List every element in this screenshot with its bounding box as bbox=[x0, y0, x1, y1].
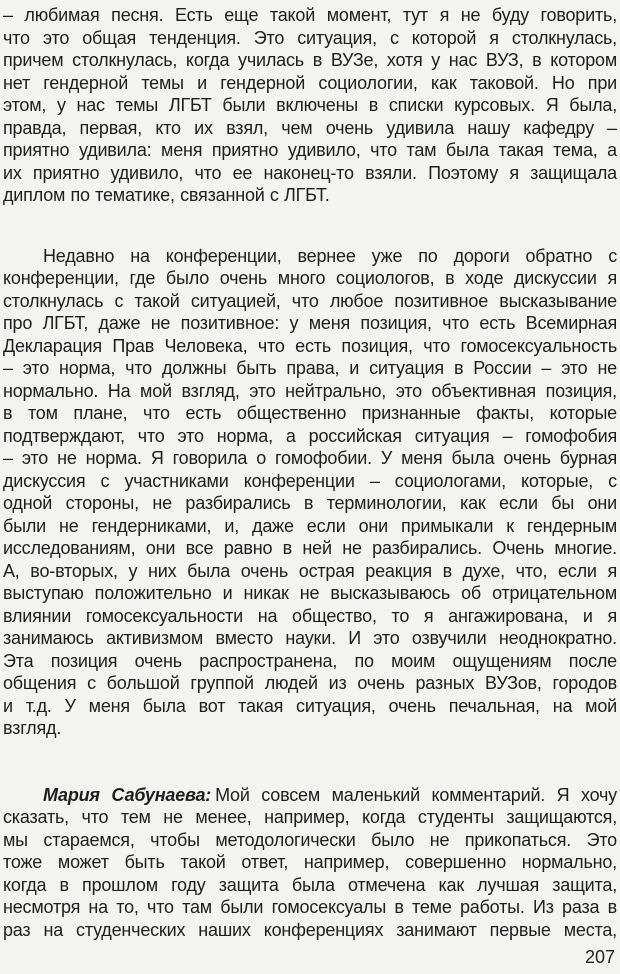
text-line: сказать, что тем не менее, например, когда студенты защищаются, bbox=[3, 807, 617, 827]
text-line: раз на студенческих наших конференциях занимают первые места, bbox=[3, 919, 617, 940]
text-line: дискуссия с участниками конференции – социологами, которые, с bbox=[3, 470, 617, 491]
text-line: мы стараемся, чтобы методологически было не прикопаться. Это bbox=[3, 829, 617, 850]
text-line: что это общая тенденция. Это ситуация, с которой я столкнулась, bbox=[3, 27, 617, 48]
text-line: приятно удивила: меня приятно удивило, что там была такая тема, а bbox=[3, 140, 617, 160]
text-line: столкнулась с такой ситуацией, что любое позитивное высказывание bbox=[3, 290, 617, 311]
text-line: про ЛГБТ, даже не позитивное: у меня позиция, что есть Всемирная bbox=[3, 313, 617, 333]
text-line: были не гендерниками, и, даже если они примыкали к гендерным bbox=[3, 515, 617, 536]
text-line: причем столкнулась, когда училась в ВУЗе, хотя у нас ВУЗ, в котором bbox=[3, 50, 617, 70]
text-line: нет гендерной темы и гендерной социологии, как таковой. Но при bbox=[3, 72, 617, 93]
text-line: Декларация Прав Человека, что есть позиция, что гомосексуальность bbox=[3, 335, 617, 356]
text-line: несмотря на то, что там были гомосексуалы в теме работы. Из раза в bbox=[3, 897, 617, 917]
text-line: влиянии гомосексуальности на общество, то я ангажирована, и я bbox=[3, 605, 617, 626]
page-number: 207 bbox=[584, 947, 615, 967]
text-line: – это не норма. Я говорила о гомофобии. У меня была очень бурная bbox=[3, 448, 617, 468]
text-line: А, во-вторых, у них была очень острая реакция в духе, что, если я bbox=[3, 560, 617, 581]
text-line: – любимая песня. Есть еще такой момент, тут я не буду говорить, bbox=[3, 5, 617, 25]
text-line: и т.д. У меня была вот такая ситуация, очень печальная, на мой bbox=[3, 695, 617, 716]
text-line: этом, у нас темы ЛГБТ были включены в списки курсовых. Я была, bbox=[3, 95, 617, 115]
paragraph-conference bbox=[3, 245, 617, 740]
text-line: общения с большой группой людей из очень разных ВУЗов, городов bbox=[3, 673, 617, 693]
paragraph-continuation bbox=[3, 4, 617, 207]
text-line: Недавно на конференции, вернее уже по дороги обратно с bbox=[43, 245, 617, 266]
text-line: Эта позиция очень распространена, по моим ощущениям после bbox=[3, 650, 617, 671]
text-line: диплом по тематике, связанной с ЛГБТ. bbox=[3, 185, 330, 205]
text-line: подтверждают, что это норма, а российская ситуация – гомофобия bbox=[3, 425, 617, 446]
text-line: исследованиям, они все равно в ней не разбирались. Очень многие. bbox=[3, 538, 617, 558]
text-line: тоже может быть такой ответ, например, совершенно нормально, bbox=[3, 852, 617, 872]
text-line: одной стороны, не разбирались в терминологии, как если бы они bbox=[3, 493, 617, 513]
text-line: выступаю положительно и никак не высказываюсь об отрицательном bbox=[3, 583, 617, 603]
text-line: их приятно удивило, что ее наконец-то взяли. Поэтому я защищала bbox=[3, 162, 617, 183]
speaker-name: Мария Сабунаева: bbox=[43, 784, 212, 805]
text-line: нормально. На мой взгляд, это нейтрально, это объективная позиция, bbox=[3, 380, 617, 401]
text-line: взгляд. bbox=[3, 718, 62, 738]
text-line: занимаюсь активизмом вместо науки. И это озвучили неоднократно. bbox=[3, 628, 617, 648]
text-line: правда, первая, кто их взял, чем очень удивила нашу кафедру – bbox=[3, 117, 617, 138]
text-line: в том плане, что есть общественно признанные факты, которые bbox=[3, 403, 617, 423]
text-line: – это норма, что должны быть права, и ситуация в России – это не bbox=[3, 358, 617, 378]
text-line: когда в прошлом году защита была отмечена как лучшая защита, bbox=[3, 874, 617, 895]
paragraph-sabunaeva bbox=[3, 784, 617, 942]
text-line: конференции, где было очень много социологов, в ходе дискуссии я bbox=[3, 268, 617, 288]
text-line: Мария Сабунаева: Мой совсем маленький комментарий. Я хочу bbox=[43, 784, 617, 805]
